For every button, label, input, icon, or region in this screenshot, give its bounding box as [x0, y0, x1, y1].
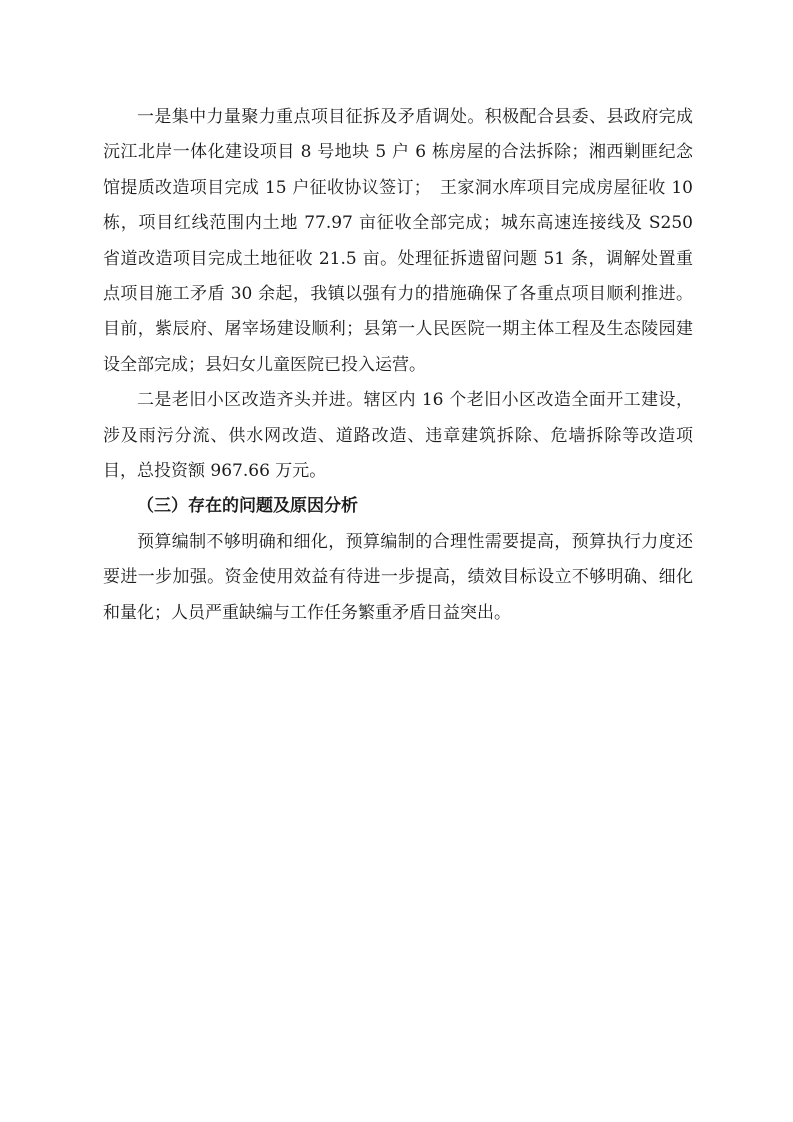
paragraph-old-community-renovation: 二是老旧小区改造齐头并进。辖区内 16 个老旧小区改造全面开工建设，涉及雨污分流、供水网改造、道路改造、违章建筑拆除、危墙拆除等改造项目，总投资额 967.66 万元。: [103, 390, 693, 482]
section-heading-problems: （三）存在的问题及原因分析: [137, 496, 358, 517]
document-body: [103, 100, 693, 631]
paragraph-key-projects: 一是集中力量聚力重点项目征拆及矛盾调处。积极配合县委、县政府完成沅江北岸一体化建设项目 8 号地块 5 户 6 栋房屋的合法拆除；湘西剿匪纪念馆提质改造项目完成 15 户征收协议签订； 王家洞水库项目完成房屋征收 10 栋，项目红线范围内土地 77.97 亩征收全部完成；城东高速连接线及 S250 省道改造项目完成土地征收 21.5 亩。处理征拆遗留问题 51 条，调解处置重点项目施工矛盾 30 余起，我镇以强有力的措施确保了各重点项目顺利推进。目前，紫辰府、屠宰场建设顺利；县第一人民医院一期主体工程及生态陵园建设全部完成；县妇女儿童医院已投入运营。: [103, 107, 693, 375]
paragraph-problems-analysis: 预算编制不够明确和细化，预算编制的合理性需要提高，预算执行力度还要进一步加强。资金使用效益有待进一步提高，绩效目标设立不够明确、细化和量化；人员严重缺编与工作任务繁重矛盾日益突出。: [103, 531, 693, 623]
